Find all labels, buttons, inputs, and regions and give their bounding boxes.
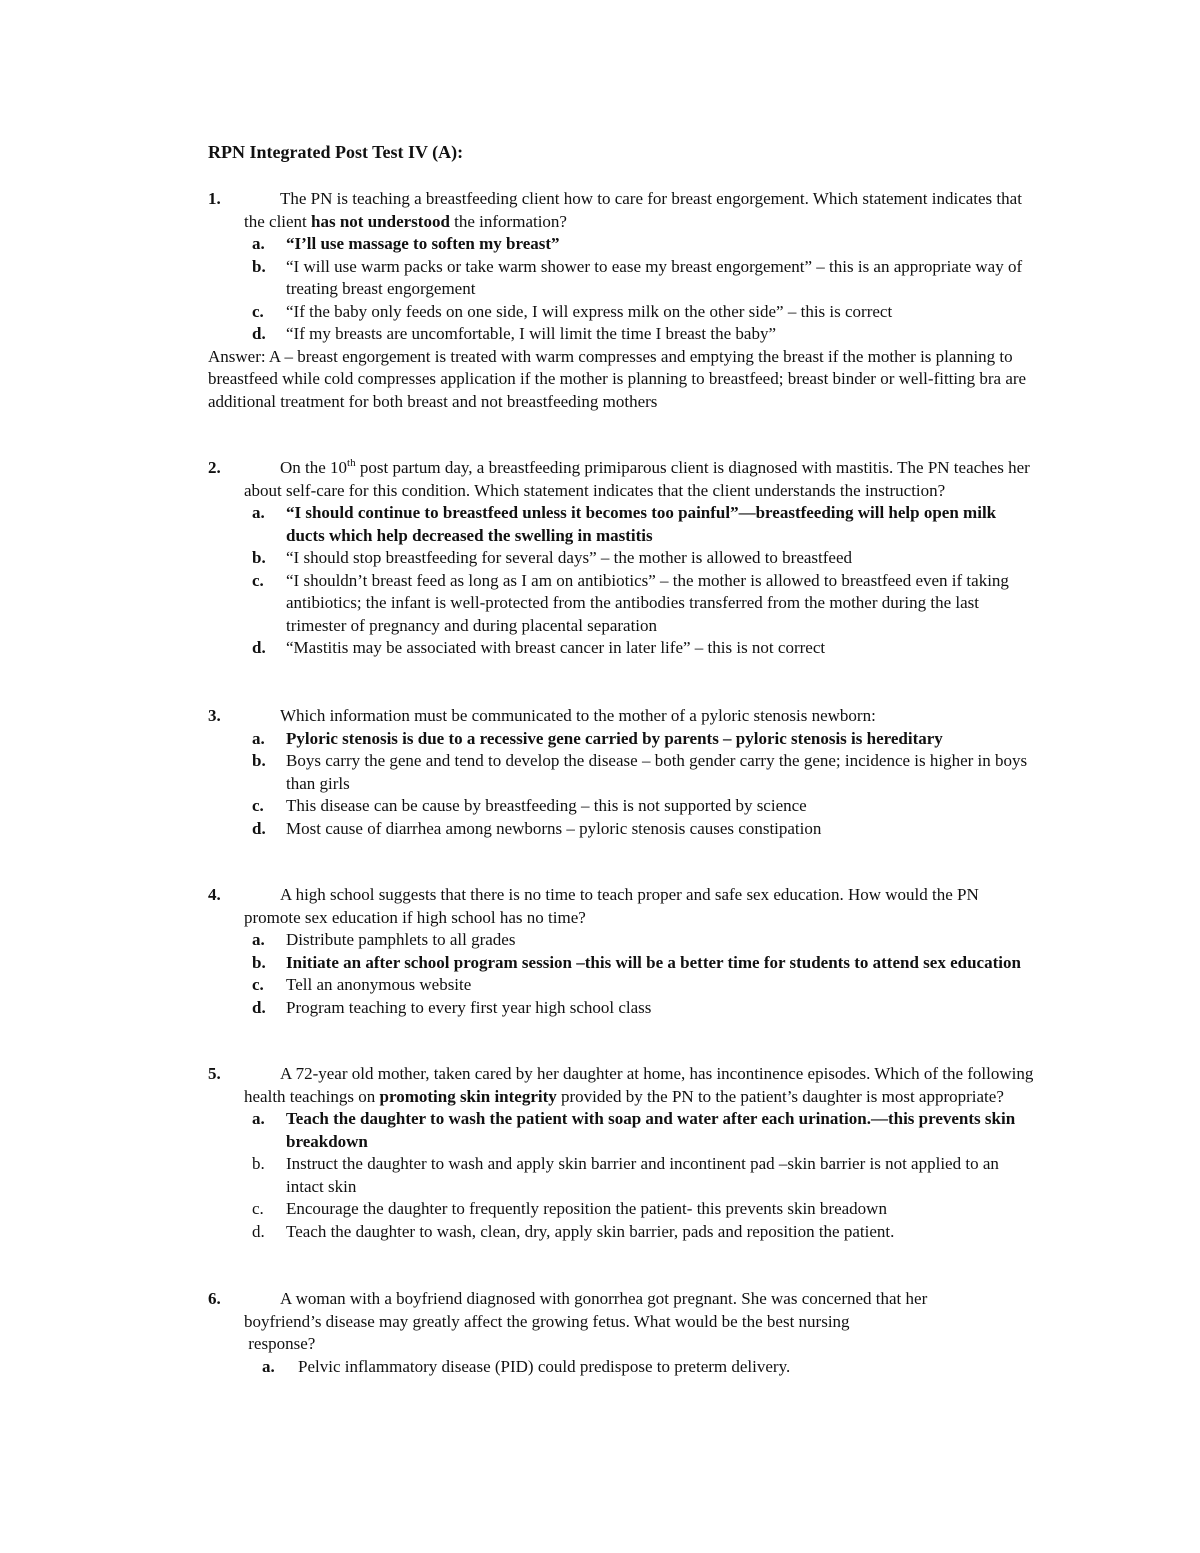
question-text: Which information must be communicated to the mother of a pyloric stenosis newborn:: [280, 706, 876, 725]
question-text: A 72-year old mother, taken cared by her daughter at home, has incontinence episodes. Which of the following health teachings on promoting skin integrity provided by the PN to the patient’s daughter is most appropriate?: [244, 1064, 1034, 1106]
question-number: 5.: [208, 1064, 221, 1083]
question-3: [208, 705, 1038, 840]
question-number: 2.: [208, 458, 221, 477]
option-a: a. Teach the daughter to wash the patient with soap and water after each urination.—this prevents skin breakdown: [252, 1109, 1016, 1151]
option-c: c. “If the baby only feeds on one side, I will express milk on the other side” – this is correct: [252, 301, 893, 321]
option-c: c. “I shouldn’t breast feed as long as I am on antibiotics” – the mother is allowed to breastfeed even if taking antibiotics; the infant is well-protected from the antibodies transferred from the mother during the last trimester of pregnancy and during placental separation: [252, 570, 1009, 635]
question-text-line-3: response?: [244, 1334, 316, 1353]
question-number: 1.: [208, 189, 221, 208]
question-number: 4.: [208, 885, 221, 904]
question-2: [208, 457, 1038, 660]
option-c: c. This disease can be cause by breastfeeding – this is not supported by science: [252, 796, 807, 815]
option-b: b. Instruct the daughter to wash and apply skin barrier and incontinent pad –skin barrier is not applied to an intact skin: [252, 1154, 999, 1196]
option-a: a. Distribute pamphlets to all grades: [252, 930, 516, 949]
question-text: A high school suggests that there is no time to teach proper and safe sex education. How would the PN promote sex education if high school has no time?: [244, 885, 979, 927]
question-text-line-2: boyfriend’s disease may greatly affect the growing fetus. What would be the best nursing: [244, 1311, 850, 1331]
answer-explanation: Answer: A – breast engorgement is treated with warm compresses and emptying the breast if the mother is planning to breastfeed while cold compresses application if the mother is planning to breastfeed; breast binder or well-fitting bra are additional treatment for both breast and not breastfeeding mothers: [208, 346, 1027, 411]
option-a: a. Pyloric stenosis is due to a recessive gene carried by parents – pyloric stenosis is hereditary: [252, 728, 943, 748]
option-d: d. “Mastitis may be associated with breast cancer in later life” – this is not correct: [252, 638, 826, 657]
option-a: a. Pelvic inflammatory disease (PID) could predispose to preterm delivery.: [262, 1356, 791, 1376]
option-c: c. Encourage the daughter to frequently reposition the patient- this prevents skin breadown: [252, 1199, 887, 1218]
option-b: b. “I should stop breastfeeding for several days” – the mother is allowed to breastfeed: [252, 548, 853, 567]
option-d: d. Most cause of diarrhea among newborns – pyloric stenosis causes constipation: [252, 818, 822, 838]
question-text-line-1: A woman with a boyfriend diagnosed with gonorrhea got pregnant. She was concerned that her: [280, 1289, 928, 1308]
question-number: 3.: [208, 706, 221, 725]
option-a: a. “I’ll use massage to soften my breast”: [252, 234, 560, 253]
option-d: d. “If my breasts are uncomfortable, I will limit the time I breast the baby”: [252, 324, 776, 343]
question-5: [208, 1063, 1038, 1243]
option-c: c. Tell an anonymous website: [252, 975, 472, 994]
question-text: On the 10th post partum day, a breastfeeding primiparous client is diagnosed with mastitis. The PN teaches her about self-care for this condition. Which statement indicates that the client understands the instruction?: [244, 457, 1030, 500]
page-title: RPN Integrated Post Test IV (A):: [208, 142, 464, 162]
question-1: [208, 188, 1038, 413]
question-6: [208, 1288, 1038, 1378]
option-d: d. Teach the daughter to wash, clean, dry, apply skin barrier, pads and reposition the patient.: [252, 1221, 895, 1241]
option-b: b. Initiate an after school program session –this will be a better time for students to attend sex education: [252, 952, 1021, 972]
option-a: a. “I should continue to breastfeed unless it becomes too painful”—breastfeeding will help open milk ducts which help decreased the swelling in mastitis: [252, 503, 997, 545]
option-b: b. “I will use warm packs or take warm shower to ease my breast engorgement” – this is an appropriate way of treating breast engorgement: [252, 256, 1023, 298]
question-number: 6.: [208, 1289, 221, 1308]
option-d: d. Program teaching to every first year high school class: [252, 997, 652, 1017]
question-4: [208, 884, 1038, 1019]
question-text: The PN is teaching a breastfeeding client how to care for breast engorgement. Which statement indicates that the client has not understood the information?: [244, 189, 1022, 231]
option-b: b. Boys carry the gene and tend to develop the disease – both gender carry the gene; incidence is higher in boys than girls: [252, 751, 1028, 793]
